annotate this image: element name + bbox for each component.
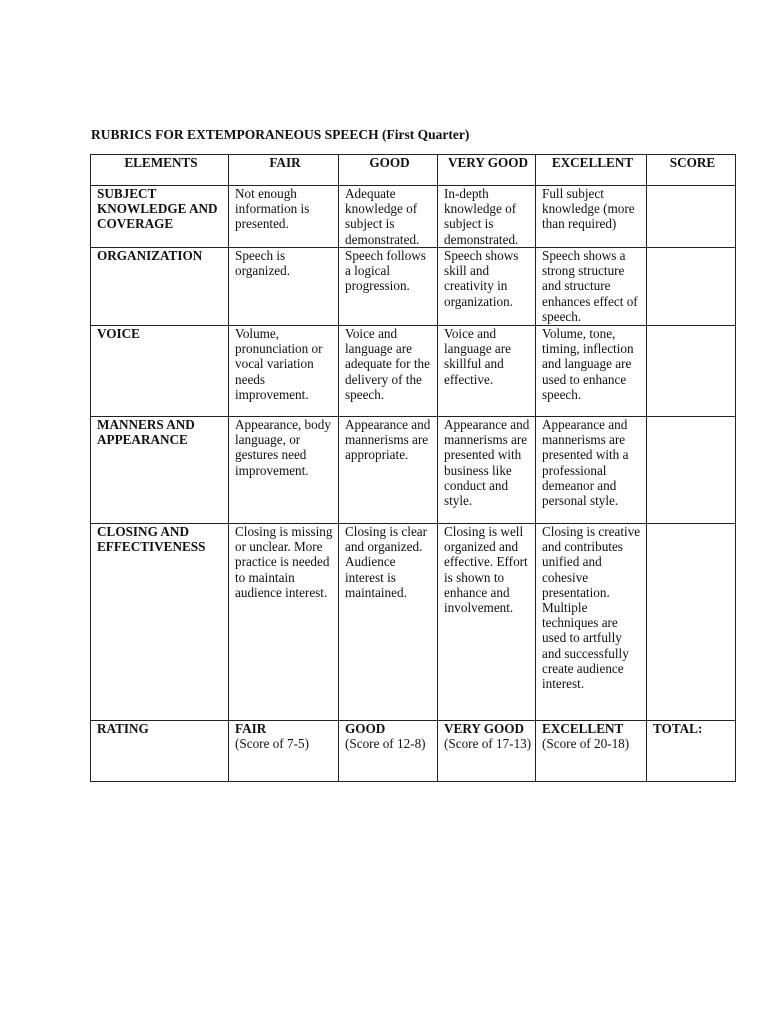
score-cell[interactable] <box>647 326 736 417</box>
rating-very-good-range: (Score of 17-13) <box>444 736 532 752</box>
score-cell[interactable] <box>647 248 736 326</box>
excellent-cell: Volume, tone, timing, inflection and language are used to enhance speech. <box>536 326 647 417</box>
header-very-good: VERY GOOD <box>438 155 536 186</box>
good-cell: Closing is clear and organized. Audience interest is maintained. <box>339 524 438 721</box>
fair-cell: Volume, pronunciation or vocal variation needs improvement. <box>229 326 339 417</box>
table-row <box>91 248 736 326</box>
excellent-cell: Closing is creative and contributes unified and cohesive presentation. Multiple techniques are used to artfully and successfully create audience interest. <box>536 524 647 721</box>
rating-excellent-range: (Score of 20-18) <box>542 736 630 752</box>
rating-good-label: GOOD <box>345 721 386 736</box>
header-fair: FAIR <box>229 155 339 186</box>
good-cell: Appearance and mannerisms are appropriate. <box>339 417 438 524</box>
very-good-cell: In-depth knowledge of subject is demonstrated. <box>438 186 536 248</box>
total-score-cell[interactable]: TOTAL: <box>647 721 736 782</box>
header-excellent: EXCELLENT <box>536 155 647 186</box>
excellent-cell: Full subject knowledge (more than required) <box>536 186 647 248</box>
element-cell: SUBJECT KNOWLEDGE AND COVERAGE <box>91 186 229 248</box>
document-title: RUBRICS FOR EXTEMPORANEOUS SPEECH (First Quarter) <box>91 127 470 142</box>
excellent-cell: Speech shows a strong structure and structure enhances effect of speech. <box>536 248 647 326</box>
header-elements: ELEMENTS <box>91 155 229 186</box>
score-cell[interactable] <box>647 186 736 248</box>
fair-cell: Appearance, body language, or gestures need improvement. <box>229 417 339 524</box>
header-row <box>91 155 736 186</box>
element-cell: VOICE <box>91 326 229 417</box>
fair-cell: Closing is missing or unclear. More practice is needed to maintain audience interest. <box>229 524 339 721</box>
rating-very-good-label: VERY GOOD <box>444 721 525 736</box>
header-score: SCORE <box>647 155 736 186</box>
table-row <box>91 326 736 417</box>
element-cell: CLOSING AND EFFECTIVENESS <box>91 524 229 721</box>
fair-cell: Not enough information is presented. <box>229 186 339 248</box>
very-good-cell: Appearance and mannerisms are presented with business like conduct and style. <box>438 417 536 524</box>
rating-good-range: (Score of 12-8) <box>345 736 426 752</box>
excellent-cell: Appearance and mannerisms are presented with a professional demeanor and personal style. <box>536 417 647 524</box>
very-good-cell: Speech shows skill and creativity in organization. <box>438 248 536 326</box>
score-cell[interactable] <box>647 417 736 524</box>
element-cell: MANNERS AND APPEARANCE <box>91 417 229 524</box>
rating-row <box>91 721 736 782</box>
good-cell: Adequate knowledge of subject is demonstrated. <box>339 186 438 248</box>
element-cell: ORGANIZATION <box>91 248 229 326</box>
rating-label: RATING <box>91 721 229 782</box>
good-cell: Voice and language are adequate for the delivery of the speech. <box>339 326 438 417</box>
table-row <box>91 186 736 248</box>
very-good-cell: Closing is well organized and effective. Effort is shown to enhance and involvement. <box>438 524 536 721</box>
very-good-cell: Voice and language are skillful and effective. <box>438 326 536 417</box>
good-cell: Speech follows a logical progression. <box>339 248 438 326</box>
rating-excellent <box>536 721 647 782</box>
rating-very-good <box>438 721 536 782</box>
header-good: GOOD <box>339 155 438 186</box>
table-row <box>91 524 736 721</box>
rubric-table <box>90 154 736 782</box>
table-row <box>91 417 736 524</box>
fair-cell: Speech is organized. <box>229 248 339 326</box>
rating-fair-label: FAIR <box>235 721 267 736</box>
rating-fair-range: (Score of 7-5) <box>235 736 309 752</box>
rating-excellent-label: EXCELLENT <box>542 721 624 736</box>
rating-good <box>339 721 438 782</box>
score-cell[interactable] <box>647 524 736 721</box>
rating-fair <box>229 721 339 782</box>
